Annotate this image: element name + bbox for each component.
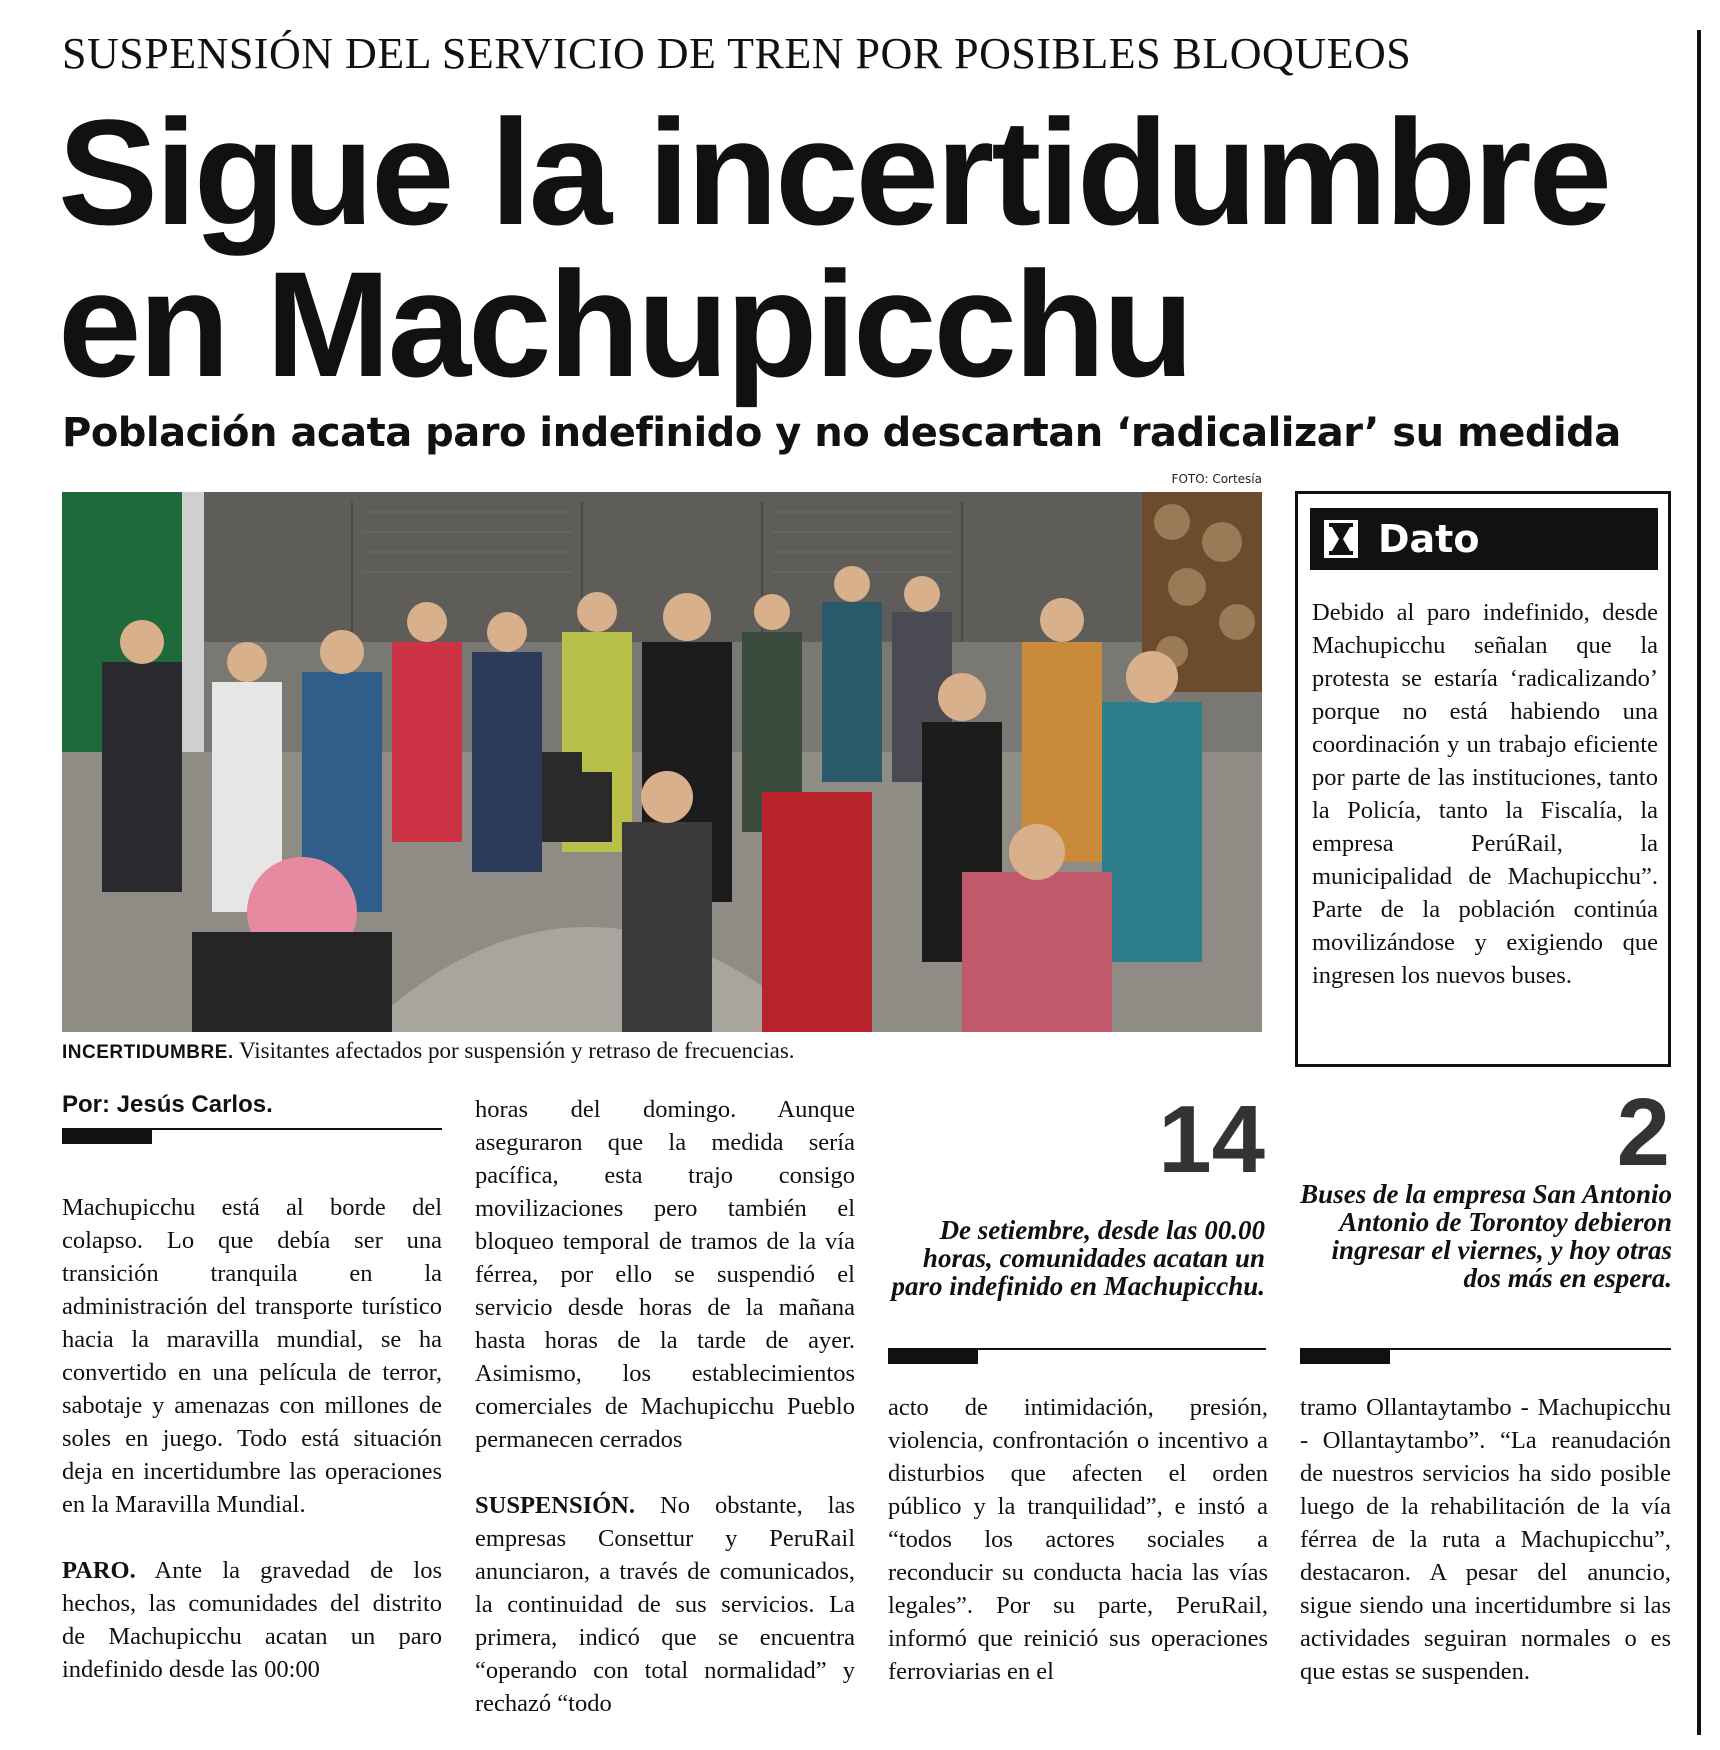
article-column-3 [888,1391,1268,1688]
subhead-paro: PARO. [62,1557,136,1584]
photo-caption [62,1036,1262,1068]
dato-text: Debido al paro indefinido, desde Machupicchu señalan que la protesta se estaría ‘radicalizando’ porque no está habiendo una coordinación y un trabajo eficiente por parte de las instituciones, tanto la Policía, tanto la Fiscalía, la empresa PerúRail, la municipalidad de Machupicchu”. Parte de la población continúa movilizándose y exigiendo que ingresen los nuevos buses. [1312,599,1658,989]
stat-text-2: Buses de la empresa San Antonio Antonio de Torontoy debieron ingresar el viernes, y hoy otras dos más en espera. [1300,1179,1672,1293]
col2-paragraph-2-text: No obstante, las empresas Consettur y PeruRail anunciaron, a través de comunicados, la continuidad de sus servicios. La primera, indicó que se encuentra “operando con total normalidad” y rechazó “todo [475,1492,855,1717]
col3-paragraph: acto de intimidación, presión, violencia, confrontación o incentivo a disturbios que afecten el orden público y la tranquilidad”, e instó a “todos los actores sociales a reconducir su conducta hacia las vías legales”. Por su parte, PeruRail, informó que reinició sus operaciones ferroviarias en el [888,1394,1268,1685]
subhead-suspension: SUSPENSIÓN. [475,1492,635,1519]
stat-number-14: 14 [1158,1086,1265,1193]
hourglass-icon [1324,520,1358,558]
col1-paragraph-2-text: Ante la gravedad de los hechos, las comunidades del distrito de Machupicchu acatan un paro indefinido desde las 00:00 [62,1557,442,1683]
col4-paragraph: tramo Ollantaytambo - Machupicchu - Ollantaytambo”. “La reanudación de nuestros servicios ha sido posible luego de la rehabilitación de la vía férrea de la ruta a Machupicchu”, destacaron. A pesar del anuncio, sigue siendo una incertidumbre si las actividades seguiran normales o es que estas se suspenden. [1300,1394,1671,1685]
col2-paragraph-1: horas del domingo. Aunque aseguraron que la medida sería pacífica, esta trajo consigo movilizaciones pero también el bloqueo temporal de tramos de la vía férrea, por ello se suspendió el servicio desde horas de la mañana hasta horas de la tarde de ayer. Asimismo, los establecimientos comerciales de Machupicchu Pueblo permanecen cerrados [475,1096,855,1453]
dato-header [1310,508,1658,570]
article-column-1 [62,1191,442,1686]
crowd-photo-illustration [62,492,1262,1032]
deck: Población acata paro indefinido y no descartan ‘radicalizar’ su medida [62,410,1621,456]
article-column-2 [475,1093,855,1720]
dato-title: Dato [1378,517,1480,561]
stat-text-14: De setiembre, desde las 00.00 horas, comunidades acatan un paro indefinido en Machupicchu. [891,1215,1265,1301]
byline: Por: Jesús Carlos. [62,1091,273,1118]
article-column-4 [1300,1391,1671,1688]
stat-14-rule-tab [888,1350,978,1364]
headline-line-1: Sigue la incertidumbre [58,88,1610,256]
photo-credit: FOTO: Cortesía [1171,472,1262,486]
caption-lead: INCERTIDUMBRE. [62,1042,234,1063]
stat-2-rule-tab [1300,1350,1390,1364]
kicker: SUSPENSIÓN DEL SERVICIO DE TREN POR POSIBLES BLOQUEOS [62,29,1412,78]
col2-paragraph-2 [475,1489,855,1720]
dato-box [1295,491,1671,1067]
col1-paragraph-2 [62,1554,442,1686]
col1-paragraph-1: Machupicchu está al borde del colapso. Lo que debía ser una transición tranquila en la administración del transporte turístico hacia la maravilla mundial, se ha convertido en una película de terror, sabotaje y amenazas con millones de soles en juego. Todo está situación deja en incertidumbre las operaciones en la Maravilla Mundial. [62,1194,442,1518]
news-photo [62,492,1262,1032]
headline [58,88,1678,408]
caption-text: Visitantes afectados por suspensión y retraso de frecuencias. [233,1038,795,1063]
headline-line-2: en Machupicchu [58,240,1192,408]
stat-number-2: 2 [1616,1079,1670,1186]
byline-rule-tab [62,1130,152,1144]
right-column-rule [1697,30,1701,1735]
